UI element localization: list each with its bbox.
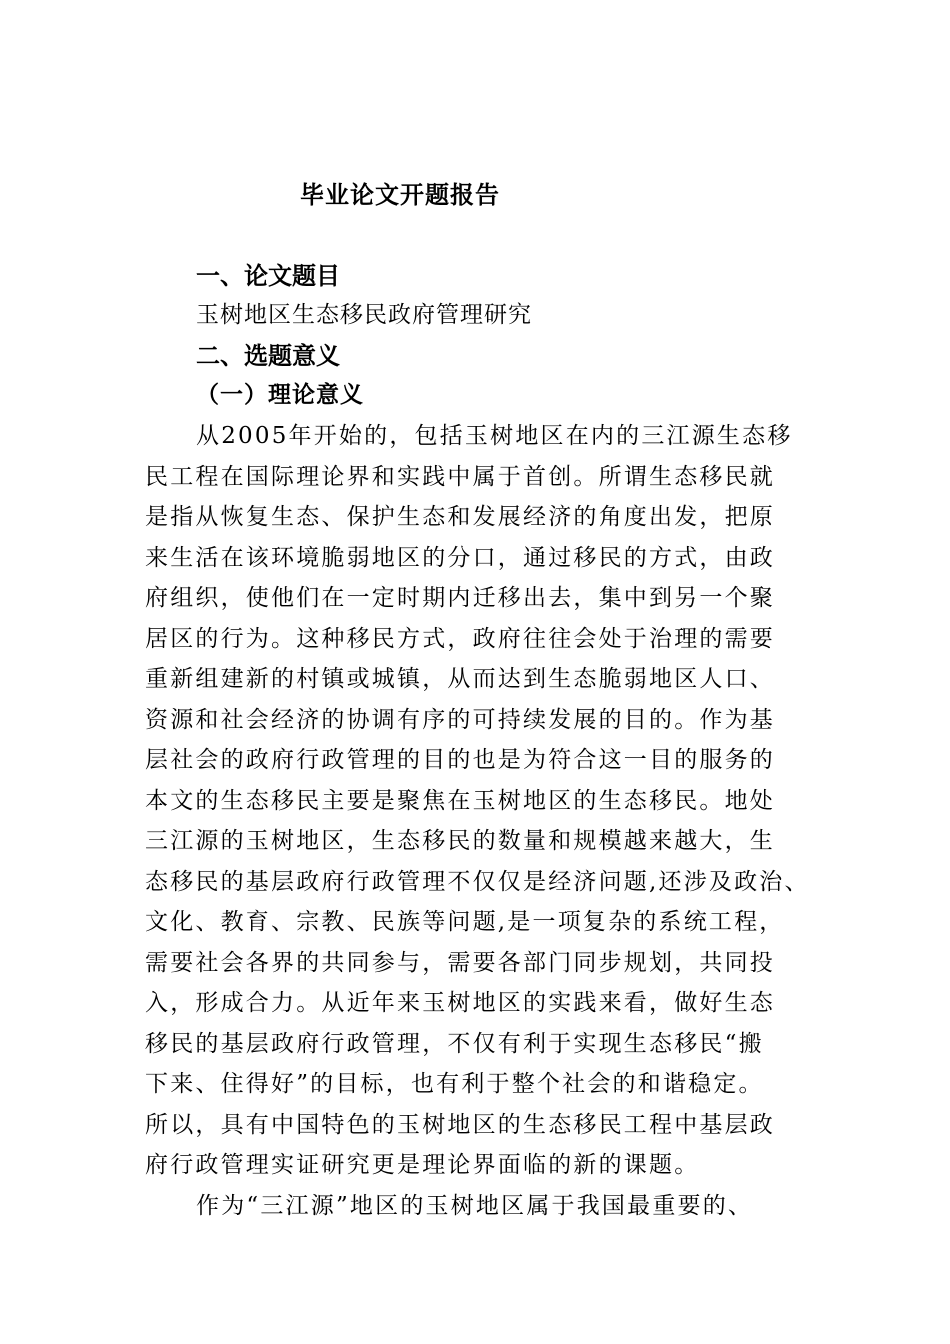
body-line: 作为“三江源”地区的玉树地区属于我国最重要的、 (196, 1192, 754, 1219)
body-paragraphs (145, 416, 845, 1226)
section-heading-thesis-topic: 一、论文题目 (196, 262, 340, 290)
document-title: 毕业论文开题报告 (300, 181, 500, 209)
body-line: 文化、教育、宗教、民族等问题,是一项复杂的系统工程， (145, 909, 785, 935)
body-line: 态移民的基层政府行政管理不仅仅是经济问题,还涉及政治、 (145, 868, 810, 895)
body-line: 是指从恢复生态、保护生态和发展经济的角度出发，把原 (145, 504, 775, 530)
body-line: 居区的行为。这种移民方式，政府往往会处于治理的需要 (145, 625, 775, 652)
body-line: 入，形成合力。从近年来玉树地区的实践来看，做好生态 (145, 990, 775, 1016)
body-line: 本文的生态移民主要是聚焦在玉树地区的生态移民。地处 (145, 787, 775, 814)
body-line: 三江源的玉树地区，生态移民的数量和规模越来越大，生 (145, 828, 775, 854)
body-line: 民工程在国际理论界和实践中属于首创。所谓生态移民就 (145, 463, 775, 490)
body-line: 层社会的政府行政管理的目的也是为符合这一目的服务的 (145, 747, 775, 773)
thesis-topic-text: 玉树地区生态移民政府管理研究 (196, 302, 532, 328)
body-line: 重新组建新的村镇或城镇，从而达到生态脆弱地区人口、 (145, 666, 775, 692)
section-heading-significance: 二、选题意义 (196, 342, 340, 370)
body-line: 所以，具有中国特色的玉树地区的生态移民工程中基层政 (145, 1111, 775, 1138)
subsection-heading-theoretical-significance: （一）理论意义 (196, 382, 364, 408)
body-line: 需要社会各界的共同参与，需要各部门同步规划，共同投 (145, 949, 775, 976)
body-line: 府组织，使他们在一定时期内迁移出去，集中到另一个聚 (145, 585, 775, 611)
body-line: 资源和社会经济的协调有序的可持续发展的目的。作为基 (145, 706, 775, 733)
body-line: 来生活在该环境脆弱地区的分口，通过移民的方式，由政 (145, 544, 775, 571)
body-line: 府行政管理实证研究更是理论界面临的新的课题。 (145, 1152, 700, 1178)
body-line: 移民的基层政府行政管理，不仅有利于实现生态移民“搬 (145, 1030, 764, 1057)
body-line: 下来、住得好”的目标，也有利于整个社会的和谐稳定。 (145, 1071, 764, 1097)
body-line: 从2005年开始的，包括玉树地区在内的三江源生态移 (196, 423, 793, 449)
